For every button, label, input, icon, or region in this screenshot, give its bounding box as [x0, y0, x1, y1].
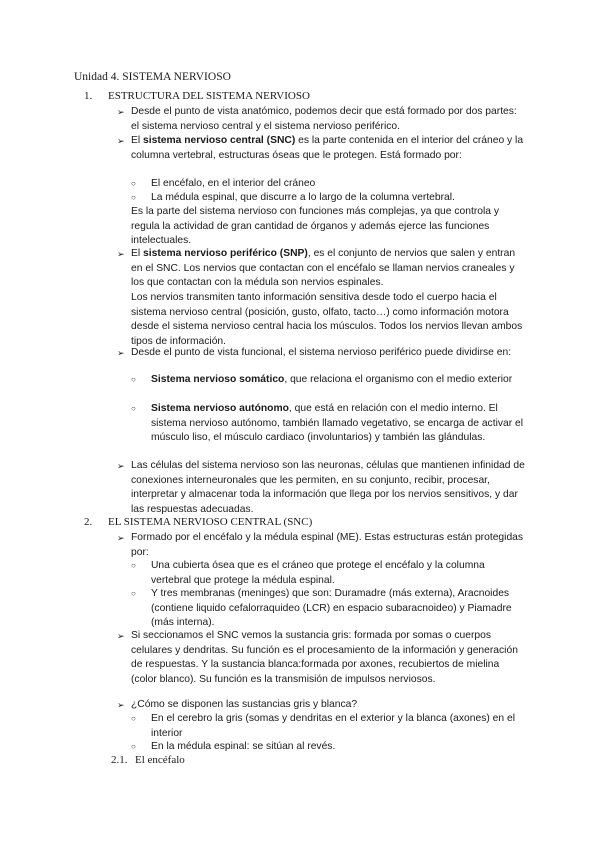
sub-bullet-item	[131, 402, 526, 446]
sub-bullet-item	[131, 177, 526, 192]
bullet-text: Si seccionamos el SNC vemos la sustancia gris: formada por somas o cuerpos celulares y dendritas. Su función es el procesamiento de la información y generación de respuestas. Y la sustancia blanca:formada por axones, recubiertos de mielina (color blanco). Su función es la transmisión de impulsos nerviosos.	[131, 630, 518, 685]
arrow-bullet-icon: ➢	[117, 136, 125, 146]
section-title: ESTRUCTURA DEL SISTEMA NERVIOSO	[108, 90, 310, 102]
circle-bullet-icon: ○	[131, 714, 136, 723]
arrow-bullet-icon: ➢	[117, 249, 125, 259]
circle-bullet-icon: ○	[131, 404, 136, 413]
circle-bullet-icon: ○	[131, 742, 136, 751]
bullet-item	[117, 629, 527, 687]
circle-bullet-icon: ○	[131, 179, 136, 188]
bullet-text: ¿Cómo se disponen las sustancias gris y blanca?	[131, 699, 358, 710]
sub-bullet-text: En el cerebro la gris (somas y dendritas en el exterior y la blanca (axones) en el interior	[151, 713, 516, 739]
sub-bullet-text: En la médula espinal: se sitúan al revés.	[151, 741, 336, 752]
bullet-text: El sistema nervioso central (SNC) es la parte contenida en el interior del cráneo y la columna vertebral, estructuras óseas que le protegen. Está formado por:	[131, 135, 524, 161]
arrow-bullet-icon: ➢	[117, 348, 125, 358]
sub-bullet-text: Sistema nervioso somático, que relaciona el organismo con el medio exterior	[151, 374, 513, 385]
bullet-text: Desde el punto de vista funcional, el sistema nervioso periférico puede dividirse en:	[131, 347, 512, 358]
circle-bullet-icon: ○	[131, 193, 136, 202]
sub-bullet-text: Sistema nervioso autónomo, que está en relación con el medio interno. El sistema nervioso autónomo, también llamado vegetativo, se encarga de activar el músculo liso, el músculo cardiaco (involuntarios) y también las glándulas.	[151, 403, 524, 443]
bullet-text: Las células del sistema nervioso son las neuronas, células que mantienen infinidad de conexiones interneuronales que les permiten, en su conjunto, recibir, procesar, interpretar y almacenar toda la información que llega por los nervios sensitivos, y dar las respuestas adecuadas.	[131, 460, 525, 515]
bullet-item	[117, 105, 527, 134]
bullet-item	[117, 134, 527, 163]
bullet-item	[117, 459, 527, 517]
arrow-bullet-icon: ➢	[117, 107, 125, 117]
continuation-paragraph: Los nervios transmiten tanto información sensitiva desde todo el cuerpo hacia el sistema nervioso central (posición, gusto, olfato, tacto…) como información motora desde el sistema nervioso central hacia los músculos. Todos los nervios llevan ambos tipos de información.	[131, 292, 523, 347]
document-title: Unidad 4. SISTEMA NERVIOSO	[74, 71, 231, 83]
bullet-text: Formado por el encéfalo y la médula espinal (ME). Estas estructuras están protegidas por:	[131, 532, 524, 558]
sub-bullet-item	[131, 191, 526, 206]
arrow-bullet-icon: ➢	[117, 533, 125, 543]
sub-bullet-item	[131, 712, 526, 741]
arrow-bullet-icon: ➢	[117, 631, 125, 641]
sub-bullet-text: Y tres membranas (meninges) que son: Duramadre (más externa), Aracnoides (contiene liquido cefalorraquideo (LCR) en espacio subaracnoideo) y Piamadre (más interna).	[151, 588, 512, 628]
section-title: El encéfalo	[135, 754, 185, 766]
bullet-item	[117, 531, 527, 560]
sub-bullet-item	[131, 587, 526, 631]
sub-bullet-item	[131, 559, 526, 588]
section-number: 2.1.	[111, 754, 128, 766]
sub-bullet-item	[131, 740, 526, 755]
bullet-text: Desde el punto de vista anatómico, podemos decir que está formado por dos partes: el sistema nervioso central y el sistema nervioso periférico.	[131, 106, 517, 132]
circle-bullet-icon: ○	[131, 589, 136, 598]
circle-bullet-icon: ○	[131, 561, 136, 570]
sub-bullet-text: El encéfalo, en el interior del cráneo	[151, 178, 316, 189]
bullet-text: El sistema nervioso periférico (SNP), es el conjunto de nervios que salen y entran en el SNC. Los nervios que contactan con el encéfalo se llaman nervios craneales y los que contactan con la médula son nervios espinales.	[131, 248, 516, 288]
section-title: EL SISTEMA NERVIOSO CENTRAL (SNC)	[108, 516, 313, 528]
continuation-paragraph: Es la parte del sistema nervioso con funciones más complejas, ya que controla y regula la actividad de gran cantidad de órganos y además ejerce las funciones intelectuales.	[131, 206, 500, 246]
circle-bullet-icon: ○	[131, 375, 136, 384]
bullet-item	[117, 346, 527, 361]
sub-bullet-text: Una cubierta ósea que es el cráneo que protege el encéfalo y la columna vertebral que protege la médula espinal.	[151, 560, 485, 586]
arrow-bullet-icon: ➢	[117, 700, 125, 710]
sub-bullet-text: La médula espinal, que discurre a lo largo de la columna vertebral.	[151, 192, 455, 203]
section-number: 2.	[84, 516, 93, 528]
section-number: 1.	[84, 90, 93, 102]
bullet-item	[117, 247, 527, 291]
bullet-item	[117, 698, 527, 713]
sub-bullet-item	[131, 373, 526, 388]
arrow-bullet-icon: ➢	[117, 461, 125, 471]
